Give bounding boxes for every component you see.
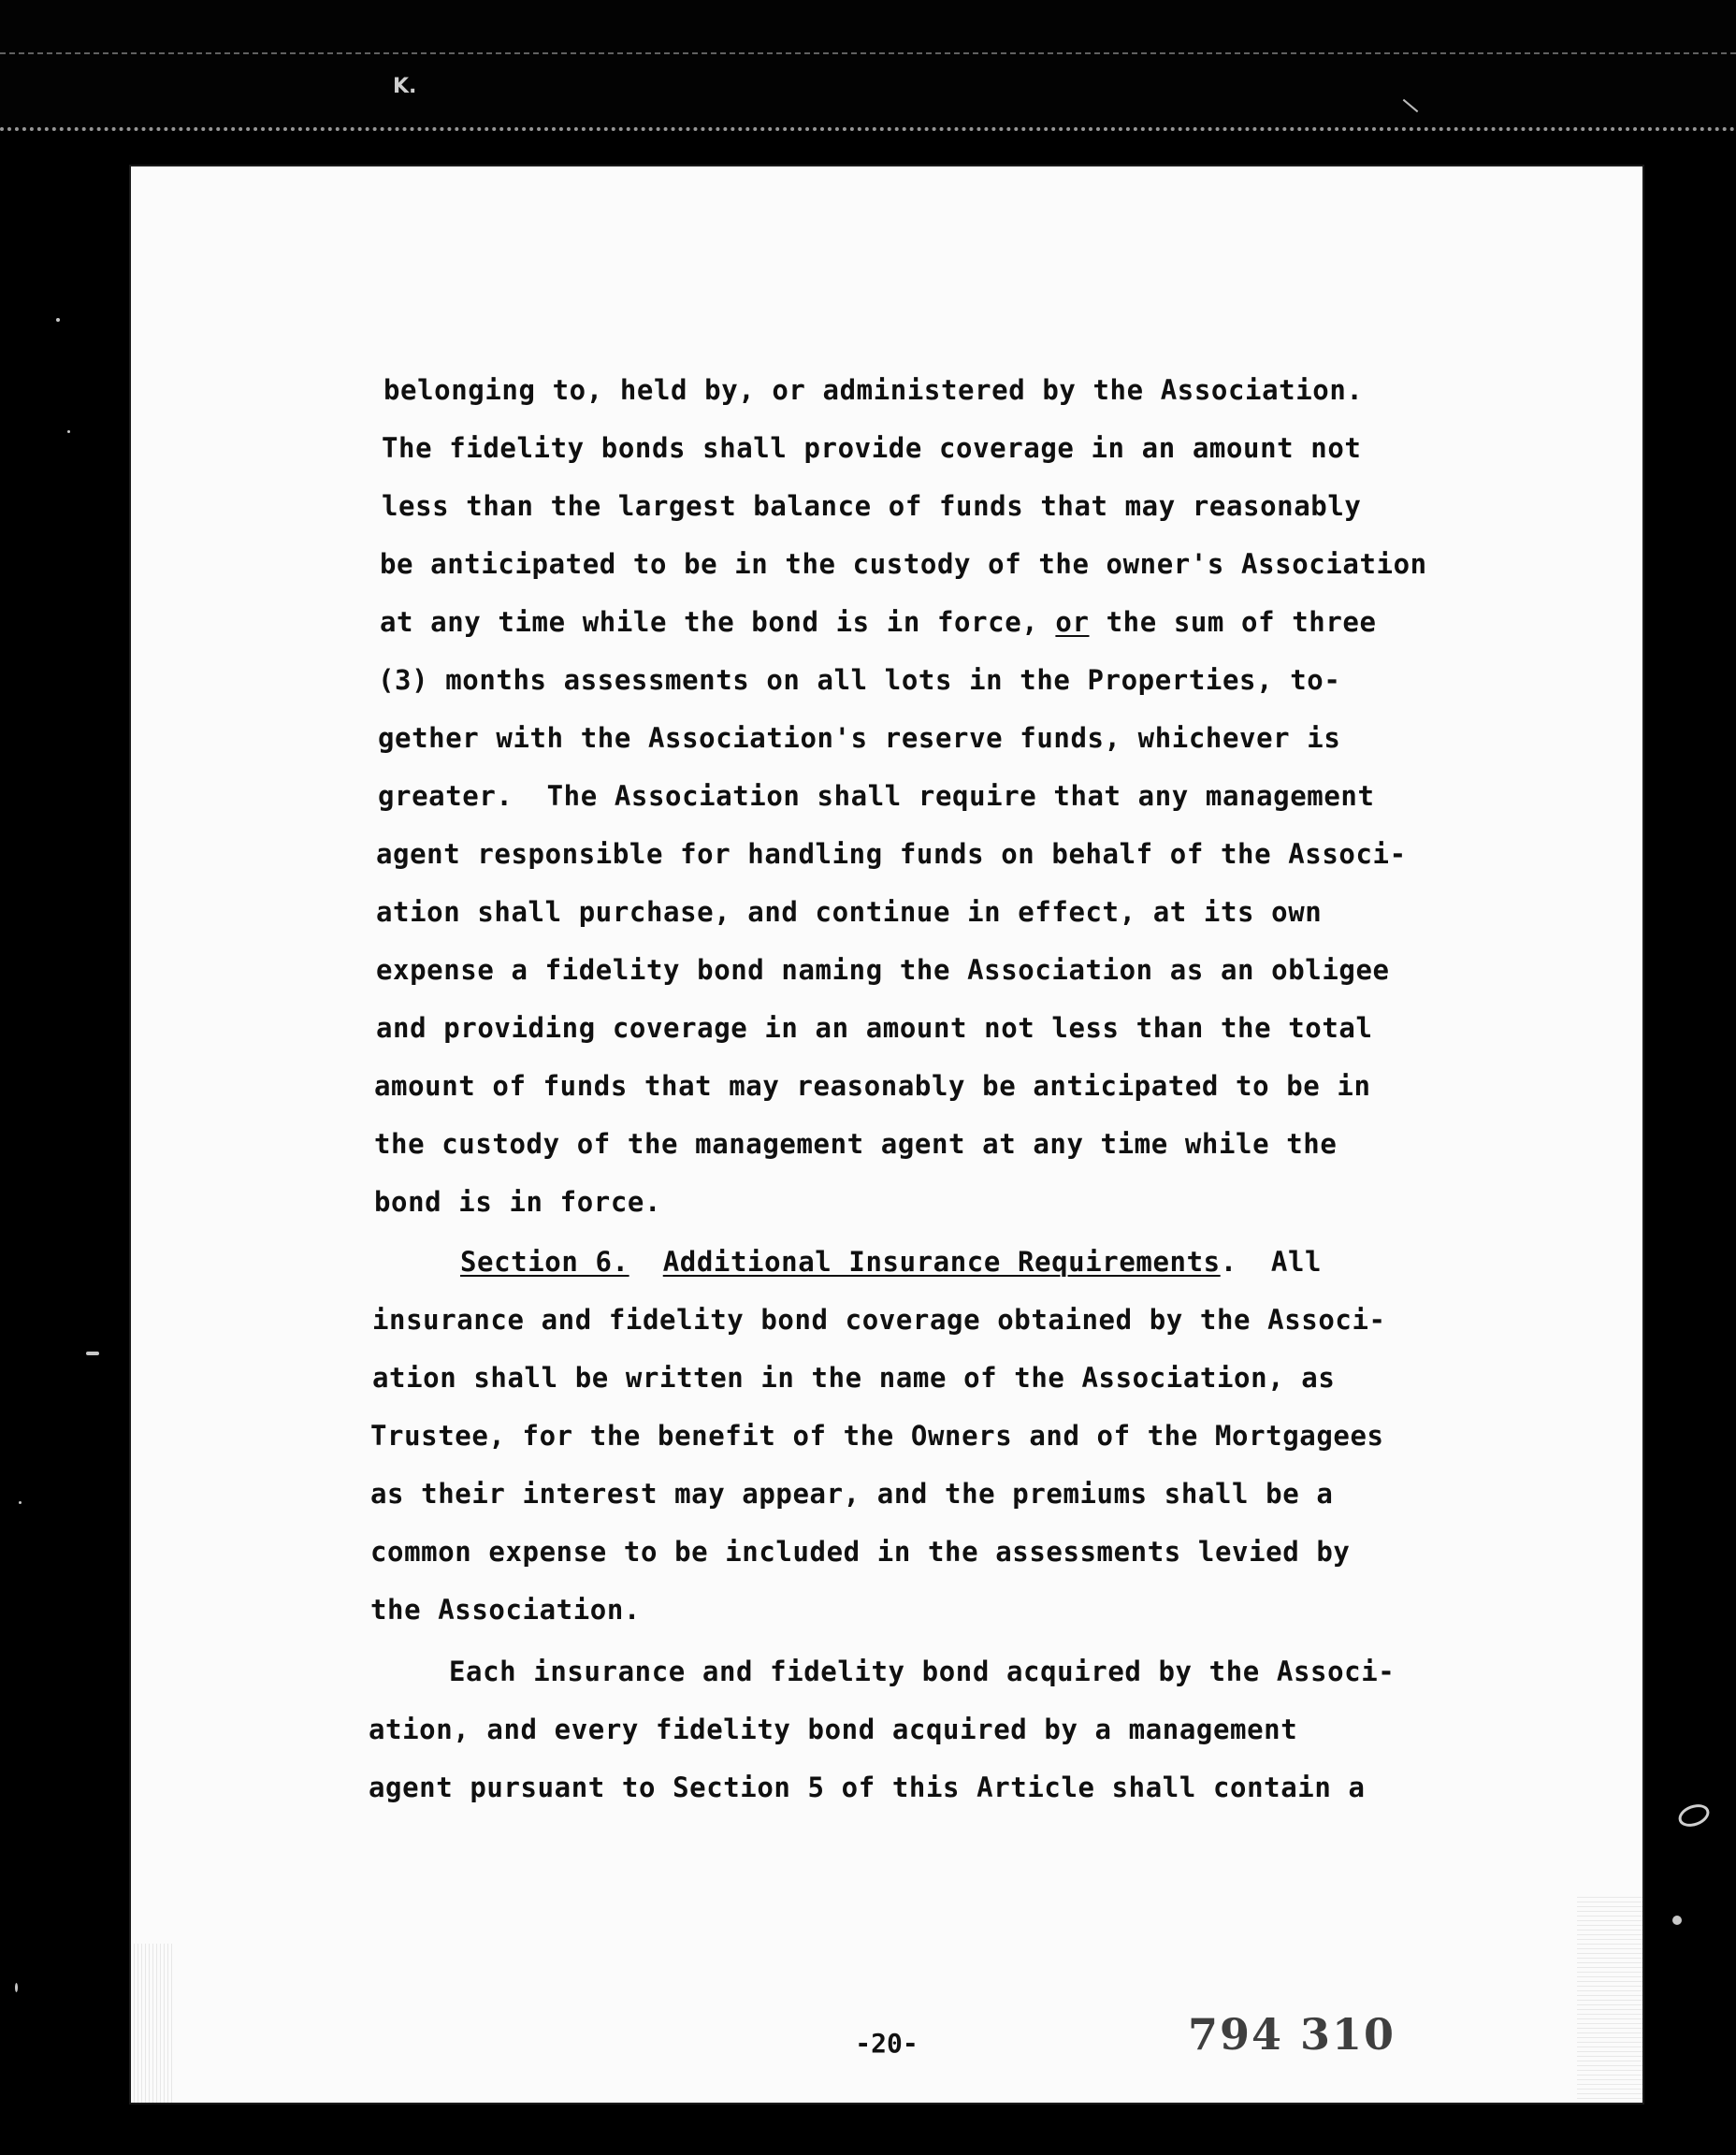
scan-blemish <box>1675 1801 1712 1830</box>
body-text: the sum of three <box>1089 606 1377 638</box>
scan-mark: K. <box>393 75 417 98</box>
body-line: gether with the Association's reserve funds, whichever is <box>378 722 1341 754</box>
emphasis-or: or <box>1055 606 1090 638</box>
body-line: agent responsible for handling funds on behalf of the Associ- <box>376 838 1407 870</box>
body-line: be anticipated to be in the custody of the owner's Association <box>380 548 1427 580</box>
body-line: greater. The Association shall require that any management <box>378 780 1375 812</box>
body-line: the Association. <box>370 1594 641 1626</box>
body-text: at any time while the bond is in force, <box>380 606 1056 638</box>
body-line: expense a fidelity bond naming the Association as an obligee <box>376 954 1390 986</box>
scan-speck <box>1672 1916 1682 1925</box>
section-tail: . All <box>1220 1246 1323 1278</box>
body-line: The fidelity bonds shall provide coverage in an amount not <box>382 432 1362 464</box>
body-line: Trustee, for the benefit of the Owners and of the Mortgagees <box>370 1420 1384 1452</box>
body-line: less than the largest balance of funds that may reasonably <box>382 490 1362 522</box>
body-line: ation, and every fidelity bond acquired by a management <box>369 1714 1298 1745</box>
body-line: Each insurance and fidelity bond acquired by the Associ- <box>449 1656 1396 1687</box>
scan-edge-line <box>0 127 1736 135</box>
page-number: -20- <box>855 2028 919 2059</box>
body-line: amount of funds that may reasonably be anticipated to be in <box>374 1070 1371 1102</box>
body-line: the custody of the management agent at any time while the <box>374 1128 1338 1160</box>
scan-speck <box>67 430 70 433</box>
document-page <box>131 166 1642 2103</box>
body-line: insurance and fidelity bond coverage obtained by the Associ- <box>372 1304 1386 1336</box>
section-heading <box>460 1233 1322 1291</box>
body-line: ation shall purchase, and continue in effect, at its own <box>376 896 1323 928</box>
body-line: and providing coverage in an amount not less than the total <box>376 1012 1373 1044</box>
scan-speck <box>15 1983 18 1992</box>
body-line: bond is in force. <box>374 1186 662 1218</box>
body-line: (3) months assessments on all lots in the Properties, to- <box>378 664 1341 696</box>
section-title: Additional Insurance Requirements <box>662 1246 1221 1278</box>
scan-speck <box>86 1352 99 1355</box>
scan-speck <box>19 1501 22 1504</box>
body-line: agent pursuant to Section 5 of this Article shall contain a <box>369 1772 1366 1803</box>
body-line: ation shall be written in the name of the Association, as <box>372 1362 1336 1394</box>
document-body <box>131 166 1642 2103</box>
body-line: common expense to be included in the assessments levied by <box>370 1536 1351 1568</box>
body-line: belonging to, held by, or administered by the Association. <box>383 374 1364 406</box>
body-line <box>380 593 1377 651</box>
scan-top-border <box>0 0 1736 131</box>
section-label: Section 6. <box>460 1246 629 1278</box>
scan-speck <box>56 318 60 322</box>
scan-edge-line <box>0 52 1736 56</box>
scan-mark <box>1403 99 1419 112</box>
recording-stamp: 794 310 <box>1188 2009 1396 2060</box>
body-line: as their interest may appear, and the premiums shall be a <box>370 1478 1334 1510</box>
